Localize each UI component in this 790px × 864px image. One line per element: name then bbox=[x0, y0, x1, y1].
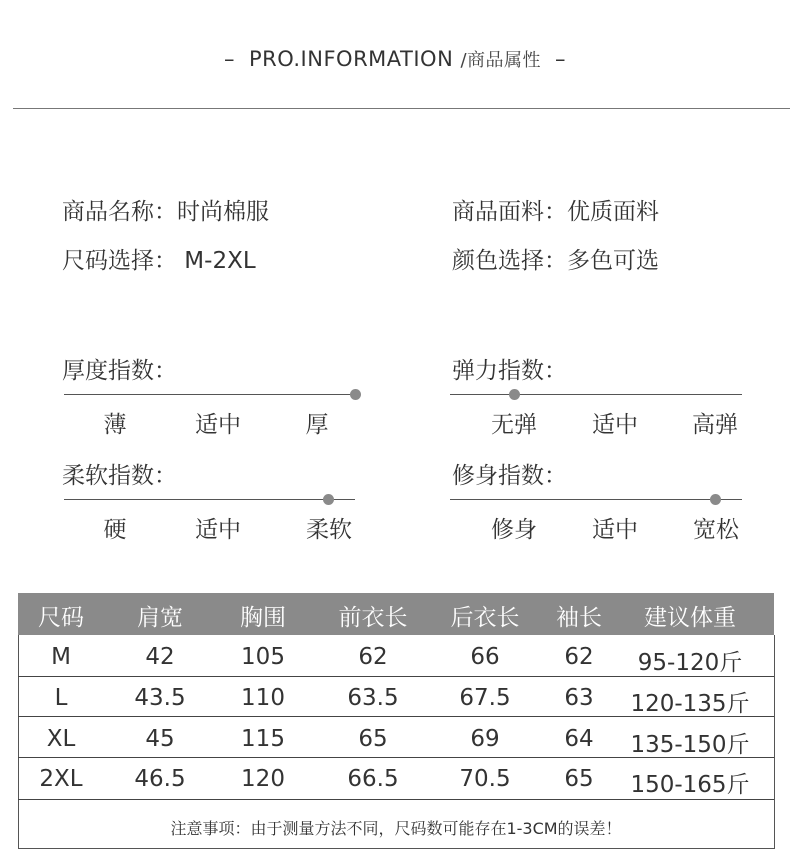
info-product-name: 商品名称：时尚棉服 bbox=[62, 199, 269, 225]
table-cell: 120 bbox=[241, 766, 285, 792]
thickness-track bbox=[64, 394, 355, 395]
table-cell: 105 bbox=[241, 644, 285, 670]
thickness-label-high: 厚 bbox=[305, 412, 329, 438]
fit-label-mid: 适中 bbox=[592, 517, 638, 543]
table-cell: 62 bbox=[564, 644, 594, 670]
table-cell: 115 bbox=[241, 726, 285, 752]
table-cell: 43.5 bbox=[134, 685, 186, 711]
table-cell: 64 bbox=[564, 726, 594, 752]
table-cell: 65 bbox=[564, 766, 594, 792]
softness-title: 柔软指数： bbox=[62, 463, 177, 489]
table-cell: 46.5 bbox=[134, 766, 186, 792]
header-dash-left: – bbox=[223, 47, 235, 71]
info-fabric: 商品面料：优质面料 bbox=[452, 199, 659, 225]
fit-track bbox=[450, 499, 742, 500]
col-header-chest: 胸围 bbox=[240, 605, 286, 631]
table-cell: 45 bbox=[145, 726, 175, 752]
col-header-shoulder: 肩宽 bbox=[137, 605, 183, 631]
table-cell: 65 bbox=[358, 726, 388, 752]
table-cell: 63 bbox=[564, 685, 594, 711]
fit-title: 修身指数： bbox=[452, 463, 567, 489]
table-cell: M bbox=[51, 644, 71, 670]
col-header-front-length: 前衣长 bbox=[338, 605, 408, 631]
table-cell: 110 bbox=[241, 685, 285, 711]
header-subtitle: /商品属性 bbox=[460, 50, 542, 71]
softness-label-mid: 适中 bbox=[195, 517, 241, 543]
header-divider bbox=[13, 108, 790, 109]
table-cell: 135-150斤 bbox=[630, 732, 750, 758]
fit-indicator bbox=[710, 494, 721, 505]
elasticity-label-high: 高弹 bbox=[692, 412, 738, 438]
table-cell: 69 bbox=[470, 726, 500, 752]
table-cell: 66 bbox=[470, 644, 500, 670]
page-header bbox=[0, 46, 790, 72]
table-cell: 63.5 bbox=[347, 685, 399, 711]
table-cell: 2XL bbox=[39, 766, 83, 792]
row-divider bbox=[18, 799, 774, 800]
info-size: 尺码选择： M-2XL bbox=[62, 248, 256, 274]
elasticity-indicator bbox=[509, 389, 520, 400]
table-cell: 95-120斤 bbox=[637, 650, 743, 676]
table-cell: 42 bbox=[145, 644, 175, 670]
col-header-weight: 建议体重 bbox=[644, 605, 736, 631]
table-cell: L bbox=[54, 685, 68, 711]
col-header-sleeve: 袖长 bbox=[556, 605, 602, 631]
measurement-note: 注意事项：由于测量方法不同，尺码数可能存在1-3CM的误差！ bbox=[170, 819, 622, 838]
fit-label-low: 修身 bbox=[491, 517, 537, 543]
table-cell: 150-165斤 bbox=[630, 772, 750, 798]
table-cell: 62 bbox=[358, 644, 388, 670]
table-cell: 67.5 bbox=[459, 685, 511, 711]
softness-indicator bbox=[323, 494, 334, 505]
col-header-back-length: 后衣长 bbox=[450, 605, 520, 631]
fit-label-high: 宽松 bbox=[693, 517, 739, 543]
elasticity-track bbox=[450, 394, 742, 395]
header-title: PRO.INFORMATION bbox=[248, 47, 454, 71]
thickness-label-low: 薄 bbox=[103, 412, 127, 438]
softness-label-high: 柔软 bbox=[306, 517, 352, 543]
elasticity-title: 弹力指数： bbox=[452, 358, 567, 384]
thickness-label-mid: 适中 bbox=[195, 412, 241, 438]
col-header-size: 尺码 bbox=[38, 605, 84, 631]
thickness-title: 厚度指数： bbox=[62, 358, 177, 384]
elasticity-label-low: 无弹 bbox=[491, 412, 537, 438]
elasticity-label-mid: 适中 bbox=[592, 412, 638, 438]
table-cell: 70.5 bbox=[459, 766, 511, 792]
softness-track bbox=[64, 499, 355, 500]
table-cell: XL bbox=[46, 726, 76, 752]
thickness-indicator bbox=[350, 389, 361, 400]
info-color: 颜色选择：多色可选 bbox=[452, 248, 659, 274]
header-dash-right: – bbox=[555, 47, 567, 71]
table-cell: 66.5 bbox=[347, 766, 399, 792]
softness-label-low: 硬 bbox=[103, 517, 127, 543]
table-cell: 120-135斤 bbox=[630, 691, 750, 717]
